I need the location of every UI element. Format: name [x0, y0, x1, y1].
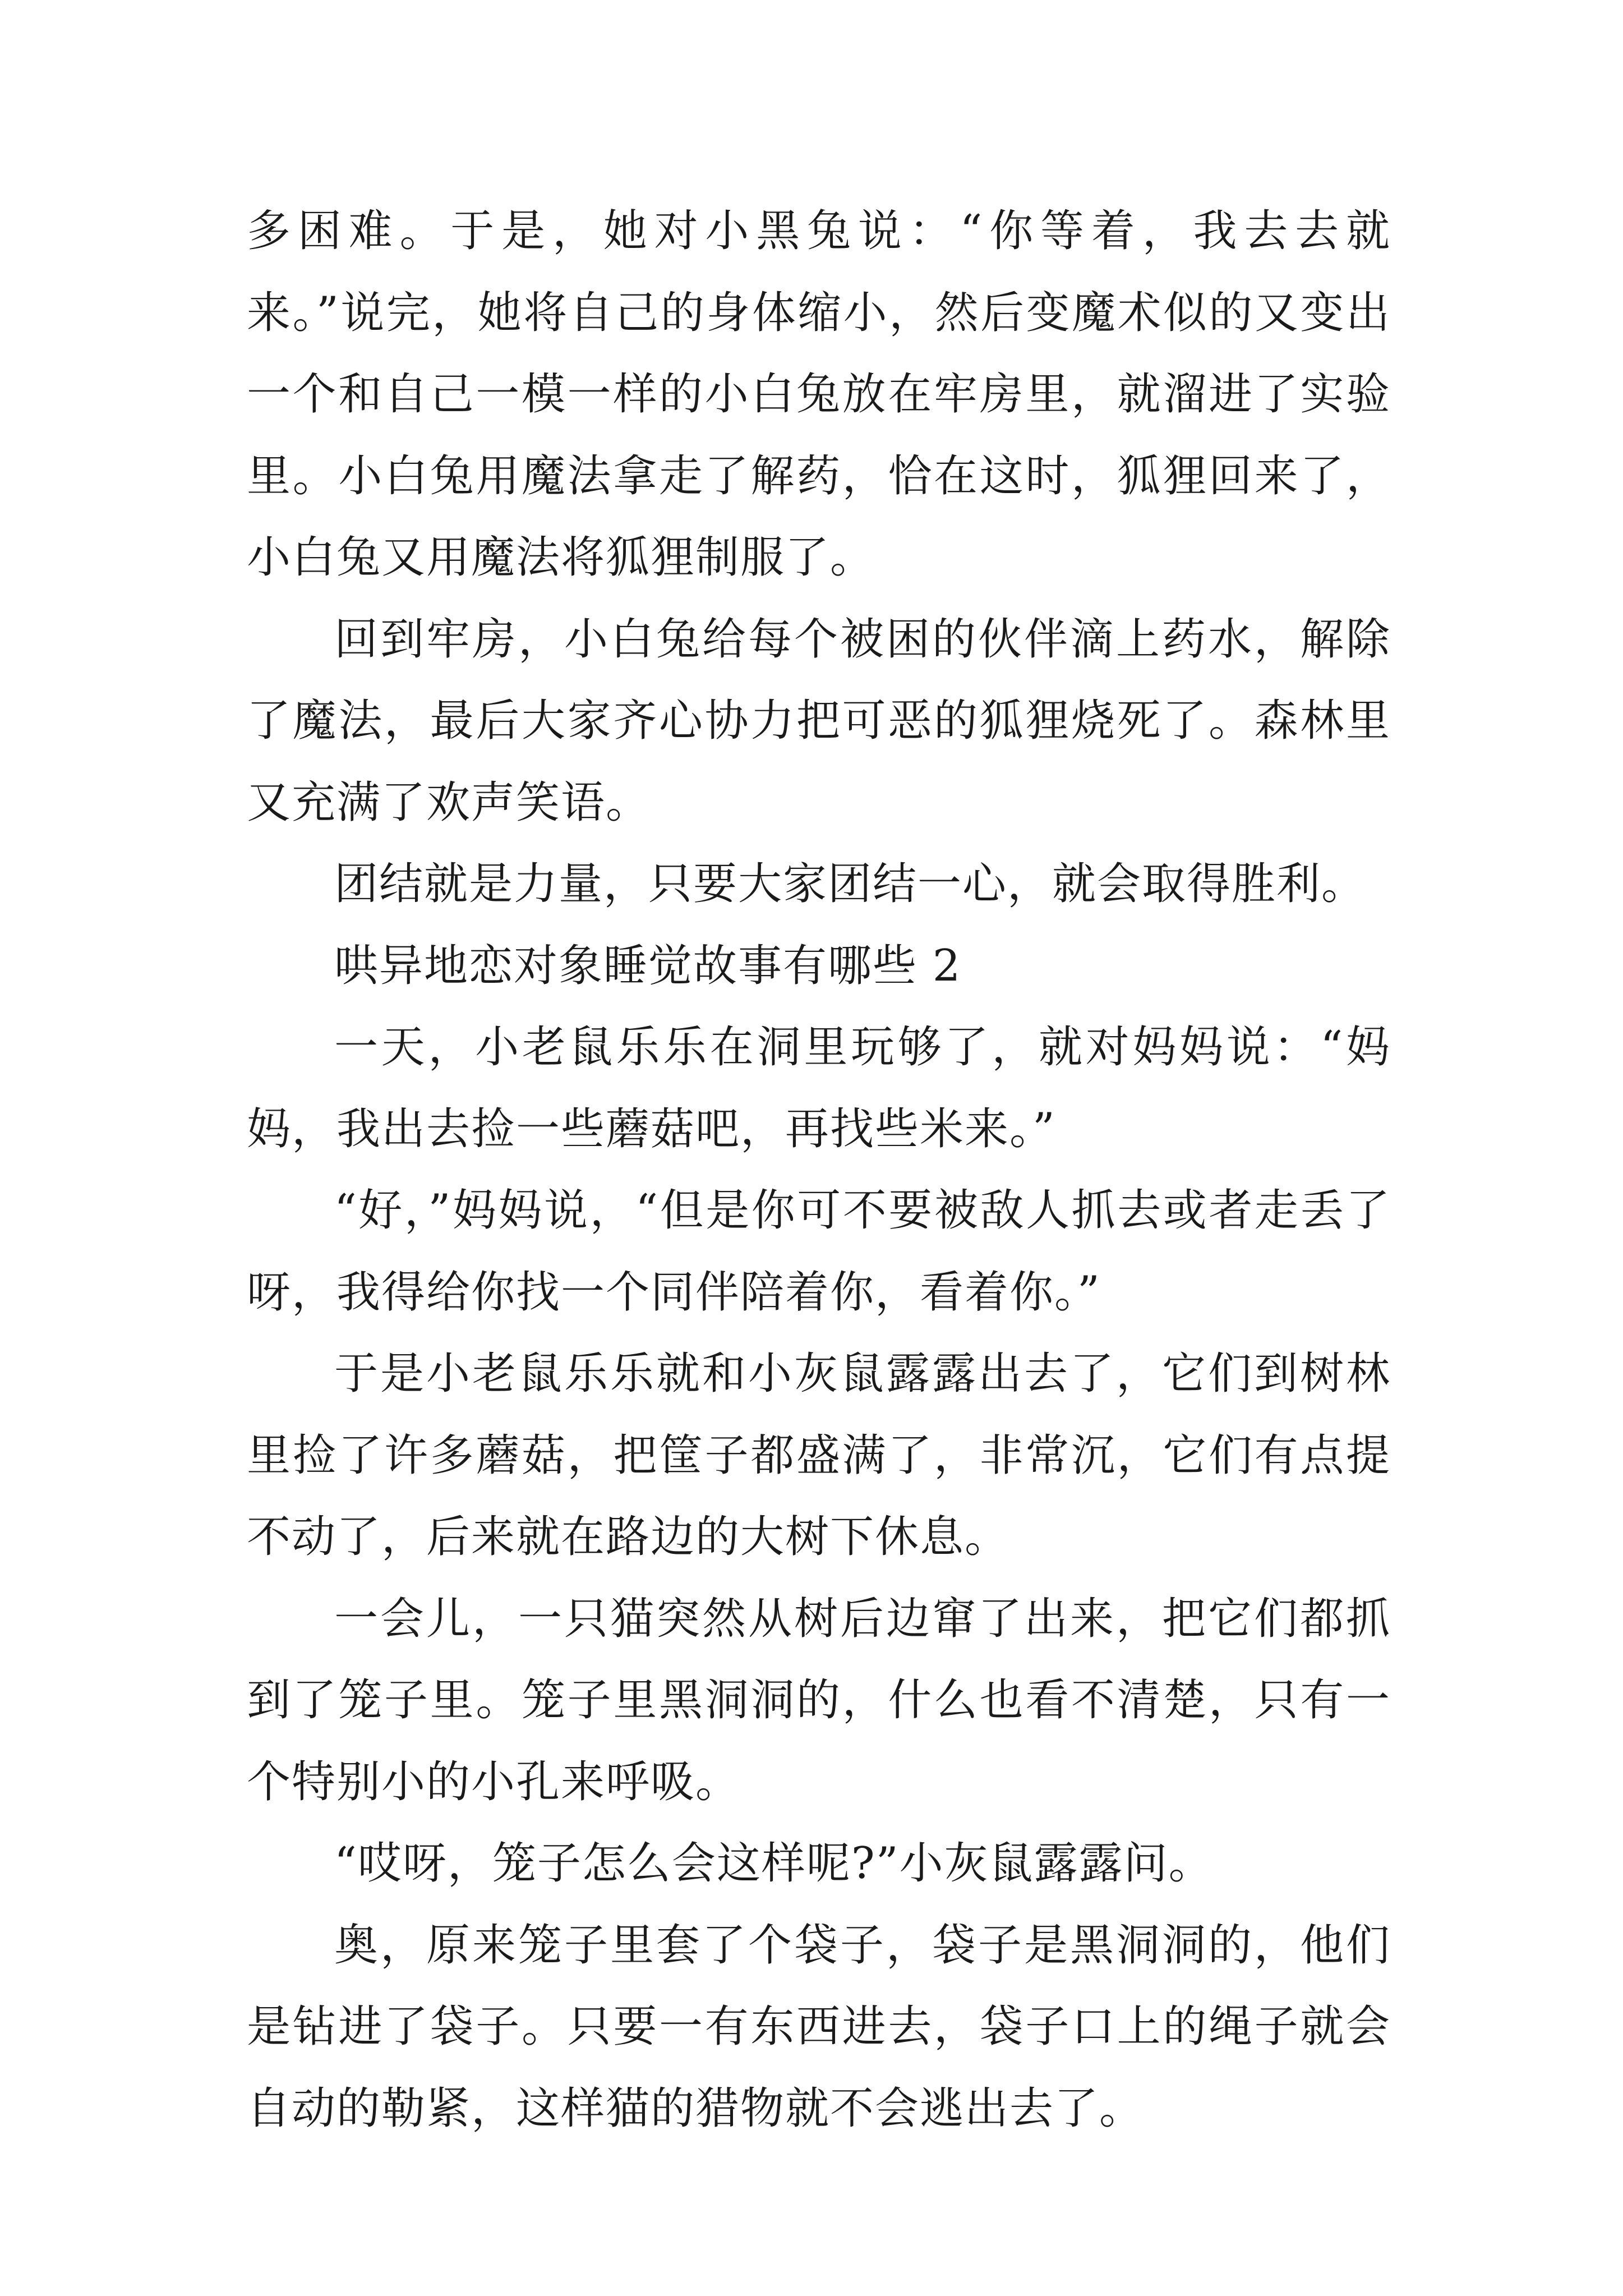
paragraph: 一会儿，一只猫突然从树后边窜了出来，把它们都抓到了笼子里。笼子里黑洞洞的，什么也看不清楚，只有一个特别小的小孔来呼吸。 [247, 1593, 1391, 1807]
paragraph-continued: 多困难。于是，她对小黑兔说：“你等着，我去去就来。”说完，她将自己的身体缩小，然后变魔术似的又变出一个和自己一模一样的小白兔放在牢房里，就溜进了实验里。小白兔用魔法拿走了解药，恰在这时，狐狸回来了，小白兔又用魔法将狐狸制服了。 [247, 206, 1391, 583]
paragraph: 回到牢房，小白兔给每个被困的伙伴滴上药水，解除了魔法，最后大家齐心协力把可恶的狐狸烧死了。森林里又充满了欢声笑语。 [247, 614, 1391, 828]
paragraph: “好，”妈妈说，“但是你可不要被敌人抓去或者走丢了呀，我得给你找一个同伴陪着你，看着你。” [247, 1185, 1391, 1318]
paragraph: 团结就是力量，只要大家团结一心，就会取得胜利。 [334, 859, 1367, 909]
paragraph: 奥，原来笼子里套了个袋子，袋子是黑洞洞的，他们是钻进了袋子。只要一有东西进去，袋子口上的绳子就会自动的勒紧，这样猫的猎物就不会逃出去了。 [247, 1920, 1391, 2134]
paragraph: 于是小老鼠乐乐就和小灰鼠露露出去了，它们到树林里捡了许多蘑菇，把筐子都盛满了，非常沉，它们有点提不动了，后来就在路边的大树下休息。 [247, 1349, 1391, 1562]
section-title: 哄异地恋对象睡觉故事有哪些 2 [334, 940, 962, 991]
document-body [247, 191, 1391, 2150]
paragraph: 一天，小老鼠乐乐在洞里玩够了，就对妈妈说：“妈妈，我出去捡一些蘑菇吧，再找些米来。” [247, 1022, 1391, 1154]
paragraph: “哎呀，笼子怎么会这样呢?”小灰鼠露露问。 [334, 1838, 1214, 1889]
